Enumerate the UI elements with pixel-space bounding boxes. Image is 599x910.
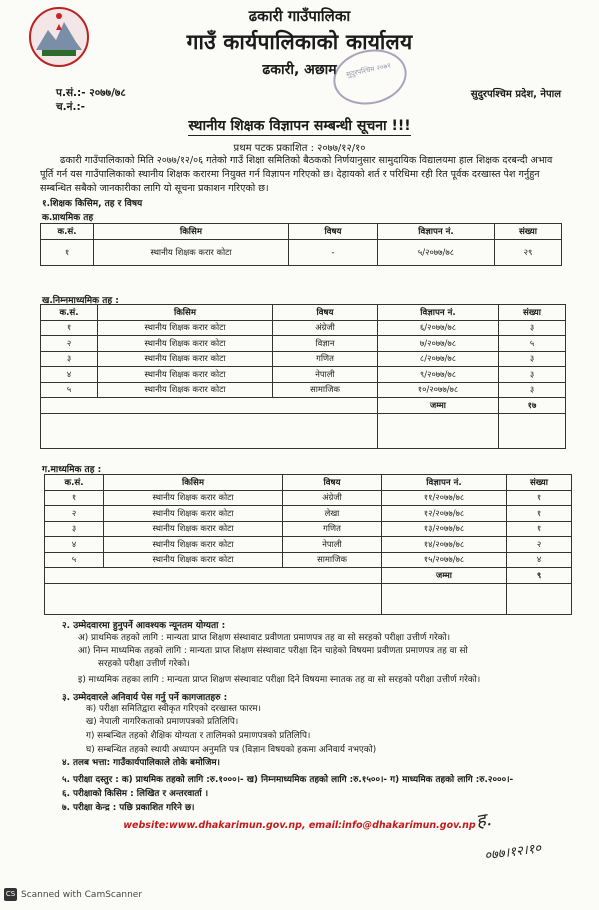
cell-count: १: [507, 490, 572, 506]
signature: ह.: [474, 808, 494, 833]
cell-sn: ४: [45, 537, 104, 553]
col-sn: क.सं.: [45, 475, 104, 491]
col-sn: क.सं.: [41, 224, 94, 240]
cell-subject: विज्ञान: [273, 336, 378, 352]
cell-type: स्थानीय शिक्षक करार कोटा: [98, 351, 273, 367]
secondary-table: [44, 474, 572, 615]
cell-subject: लेखा: [283, 506, 382, 522]
cell-sn: ३: [41, 351, 98, 367]
table-header-row: [45, 475, 572, 491]
cell-type: स्थानीय शिक्षक करार कोटा: [98, 382, 273, 398]
col-count: संख्या: [499, 305, 566, 321]
col-type: किसिम: [94, 224, 289, 240]
qualification-lower-secondary-cont: सरहको परीक्षा उत्तीर्ण गरेको।: [98, 659, 190, 669]
cell-subject: सामाजिक: [283, 552, 382, 568]
reference-number: प.सं.:- २०७७/७८: [56, 87, 126, 99]
cell-type: स्थानीय शिक्षक करार कोटा: [104, 537, 283, 553]
cell-sn: २: [41, 336, 98, 352]
blank-cell: [378, 413, 499, 448]
cell-type: स्थानीय शिक्षक करार कोटा: [104, 506, 283, 522]
col-subject: विषय: [283, 475, 382, 491]
cell-sn: ५: [45, 552, 104, 568]
table-row: [45, 552, 572, 568]
table-row: [45, 506, 572, 522]
total-label: जम्मा: [378, 398, 499, 414]
cell-count: ३: [499, 382, 566, 398]
table-row: [41, 382, 566, 398]
cell-subject: नेपाली: [273, 367, 378, 383]
cell-subject: -: [289, 239, 378, 265]
total-label: जम्मा: [382, 568, 507, 584]
total-row: [45, 568, 572, 584]
document-item: घ) सम्बन्धित तहको स्थायी अध्यापन अनुमति पत्र (विज्ञान विषयको हकमा अनिवार्य नभएको): [86, 745, 377, 755]
cell-ad: १५/२०७७/७८: [382, 552, 507, 568]
blank-row: [45, 583, 572, 614]
cell-count: ३: [499, 367, 566, 383]
table-row: [41, 320, 566, 336]
cell-ad: ८/२०७७/७८: [378, 351, 499, 367]
blank-cell: [45, 583, 382, 614]
cell-subject: सामाजिक: [273, 382, 378, 398]
cell-subject: नेपाली: [283, 537, 382, 553]
scanner-watermark: [4, 888, 142, 901]
col-sn: क.सं.: [41, 305, 98, 321]
cell-sn: ३: [45, 521, 104, 537]
document-item: ग) सम्बन्धित तहको शैक्षिक योग्यता र तालिमको प्रमाणपत्रको प्रतिलिपि।: [86, 731, 311, 741]
intro-paragraph: ढकारी गाउँपालिकाको मिति २०७७/१२/०६ गतेको गाउँ शिक्षा समितिको बैठकको निर्णयानुसार सामुदायिक विद्यालयमा हाल शिक्षक दरबन्दी अभाव पूर्ति गर्न यस गाउँपालिकाको स्थानीय शिक्षक करारमा नियुक्त गर्न विज्ञापन गरिएको छ। देहायको शर्त र परिधिमा रही रित पूर्वक दरखास्त पेश गर्नुहुन सम्बन्धित सबैको जानकारीका लागि यो सूचना प्रकाशन गरिएको छ।: [40, 155, 553, 194]
total-value: १७: [499, 398, 566, 414]
cell-ad: १२/२०७७/७८: [382, 506, 507, 522]
cell-sn: २: [45, 506, 104, 522]
lower-secondary-table: [40, 304, 566, 449]
primary-heading: क.प्राथमिक तह: [42, 213, 94, 223]
table-row: [45, 521, 572, 537]
secondary-heading: ग.माध्यमिक तह :: [42, 465, 102, 475]
email-link[interactable]: info@dhakarimun.gov.np: [341, 820, 476, 831]
cell-sn: ४: [41, 367, 98, 383]
exam-type-line: ६. परीक्षाको किसिम : लिखित र अन्तरवार्ता ।: [62, 789, 209, 799]
col-type: किसिम: [104, 475, 283, 491]
cell-ad: ५/२०७७/७८: [378, 239, 495, 265]
total-value: ९: [507, 568, 572, 584]
cell-ad: ९/२०७७/७८: [378, 367, 499, 383]
table-row: [41, 351, 566, 367]
cell-count: १: [507, 521, 572, 537]
cell-type: स्थानीय शिक्षक करार कोटा: [94, 239, 289, 265]
cell-ad: ६/२०७७/७८: [378, 320, 499, 336]
section1-heading: १.शिक्षक किसिम, तह र विषय: [42, 199, 143, 209]
blank-cell: [507, 583, 572, 614]
blank-cell: [499, 413, 566, 448]
cell-subject: गणित: [283, 521, 382, 537]
dispatch-number: च.नं.:-: [56, 101, 86, 113]
cell-ad: १४/२०७७/७८: [382, 537, 507, 553]
office-location: ढकारी, अछाम: [262, 62, 337, 78]
cell-type: स्थानीय शिक्षक करार कोटा: [98, 320, 273, 336]
cell-sn: १: [45, 490, 104, 506]
cell-subject: गणित: [273, 351, 378, 367]
blank-row: [41, 413, 566, 448]
col-count: संख्या: [495, 224, 562, 240]
table-row: [41, 336, 566, 352]
table-header-row: [41, 305, 566, 321]
cell-ad: १०/२०७७/७८: [378, 382, 499, 398]
document-item: क) परीक्षा समितिद्वारा स्वीकृत गरिएको दरखास्त फारम।: [86, 704, 261, 714]
blank-cell: [382, 583, 507, 614]
exam-center-line: ७. परीक्षा केन्द्र : पछि प्रकाशित गरिने छ।: [62, 803, 195, 813]
cell-ad: ११/२०७७/७८: [382, 490, 507, 506]
col-subject: विषय: [289, 224, 378, 240]
scanner-label: Scanned with CamScanner: [21, 890, 143, 900]
cell-count: १: [507, 506, 572, 522]
cell-type: स्थानीय शिक्षक करार कोटा: [98, 336, 273, 352]
col-ad: विज्ञापन नं.: [378, 305, 499, 321]
qualification-lower-secondary: आ) निम्न माध्यमिक तहको लागि : मान्यता प्राप्त शिक्षण संस्थावाट परीक्षा दिन चाहेको विषयमा प्रवीणता प्रमाणपत्र तह वा सो: [78, 646, 468, 656]
publication-date: प्रथम पटक प्रकाशित : २०७७/१२/१०: [233, 143, 366, 154]
municipality-name: ढकारी गाउँपालिका: [248, 7, 351, 25]
cell-sn: ५: [41, 382, 98, 398]
cell-ad: ७/२०७७/७८: [378, 336, 499, 352]
exam-fee-line: ५. परीक्षा दस्तुर : क) प्राथमिक तहको लागि :रु.१०००।- ख) निम्नमाध्यमिक तहको लागि :रु.१५००।- ग) माध्यमिक तहको लागि :रु.२०००।-: [62, 775, 514, 785]
salary-line: ४. तलब भत्ता: गाउँकार्यपालिकाले तोके बमोजिम।: [62, 758, 221, 768]
signature-date: ०७७।१२।१०: [483, 841, 543, 864]
cell-count: २९: [495, 239, 562, 265]
table-header-row: [41, 224, 562, 240]
office-name: गाउँ कार्यपालिकाको कार्यालय: [186, 30, 413, 54]
cell-type: स्थानीय शिक्षक करार कोटा: [104, 490, 283, 506]
office-stamp: सुदुरपश्चिम २०७१: [328, 43, 412, 111]
total-row: [41, 398, 566, 414]
table-row: [45, 537, 572, 553]
cell-count: ५: [499, 336, 566, 352]
total-spacer: [45, 568, 382, 584]
footer-contact: [0, 820, 599, 831]
cell-subject: अंग्रेजी: [283, 490, 382, 506]
qualifications-heading: २. उम्मेदवारमा हुनुपर्ने आवश्यक न्यूनतम योग्यता :: [62, 621, 226, 631]
table-row: [41, 239, 562, 265]
table-row: [45, 490, 572, 506]
table-row: [41, 367, 566, 383]
cell-count: २: [507, 537, 572, 553]
notice-title: स्थानीय शिक्षक विज्ञापन सम्बन्धी सूचना !!!: [188, 118, 411, 134]
primary-table: [40, 223, 562, 266]
col-count: संख्या: [507, 475, 572, 491]
cell-count: ३: [499, 351, 566, 367]
col-ad: विज्ञापन नं.: [382, 475, 507, 491]
blank-cell: [41, 413, 378, 448]
total-spacer: [41, 398, 378, 414]
cell-sn: १: [41, 320, 98, 336]
documents-heading: ३. उम्मेदवारले अनिवार्य पेस गर्नु पर्ने कागजातहरु :: [62, 693, 228, 703]
document-item: ख) नेपाली नागरिकताको प्रमाणपत्रको प्रतिलिपि।: [86, 717, 239, 727]
camscanner-icon: CS: [4, 888, 17, 901]
website-label: website:: [123, 820, 169, 831]
qualification-secondary: इ) माध्यमिक तहका लागि : मान्यता प्राप्त शिक्षण संस्थावाट परीक्षा दिने विषयमा स्नातक तह वा सो सरहको परीक्षा उत्तीर्ण गरेको।: [78, 675, 481, 685]
cell-type: स्थानीय शिक्षक करार कोटा: [98, 367, 273, 383]
cell-type: स्थानीय शिक्षक करार कोटा: [104, 552, 283, 568]
col-type: किसिम: [98, 305, 273, 321]
col-ad: विज्ञापन नं.: [378, 224, 495, 240]
cell-count: ४: [507, 552, 572, 568]
lower-secondary-heading: ख.निम्नमाध्यमिक तह :: [42, 296, 119, 306]
col-subject: विषय: [273, 305, 378, 321]
website-link[interactable]: www.dhakarimun.gov.np: [169, 820, 302, 831]
email-label: , email:: [301, 820, 342, 831]
province-label: सुदुरपश्चिम प्रदेश, नेपाल: [470, 89, 561, 100]
cell-count: ३: [499, 320, 566, 336]
cell-ad: १३/२०७७/७८: [382, 521, 507, 537]
cell-subject: अंग्रेजी: [273, 320, 378, 336]
qualification-primary: अ) प्राथमिक तहको लागि : मान्यता प्राप्त शिक्षण संस्थावाट प्रवीणता प्रमाणपत्र तह वा सो सरहको परीक्षा उत्तीर्ण गरेको।: [78, 633, 451, 643]
cell-sn: १: [41, 239, 94, 265]
cell-type: स्थानीय शिक्षक करार कोटा: [104, 521, 283, 537]
